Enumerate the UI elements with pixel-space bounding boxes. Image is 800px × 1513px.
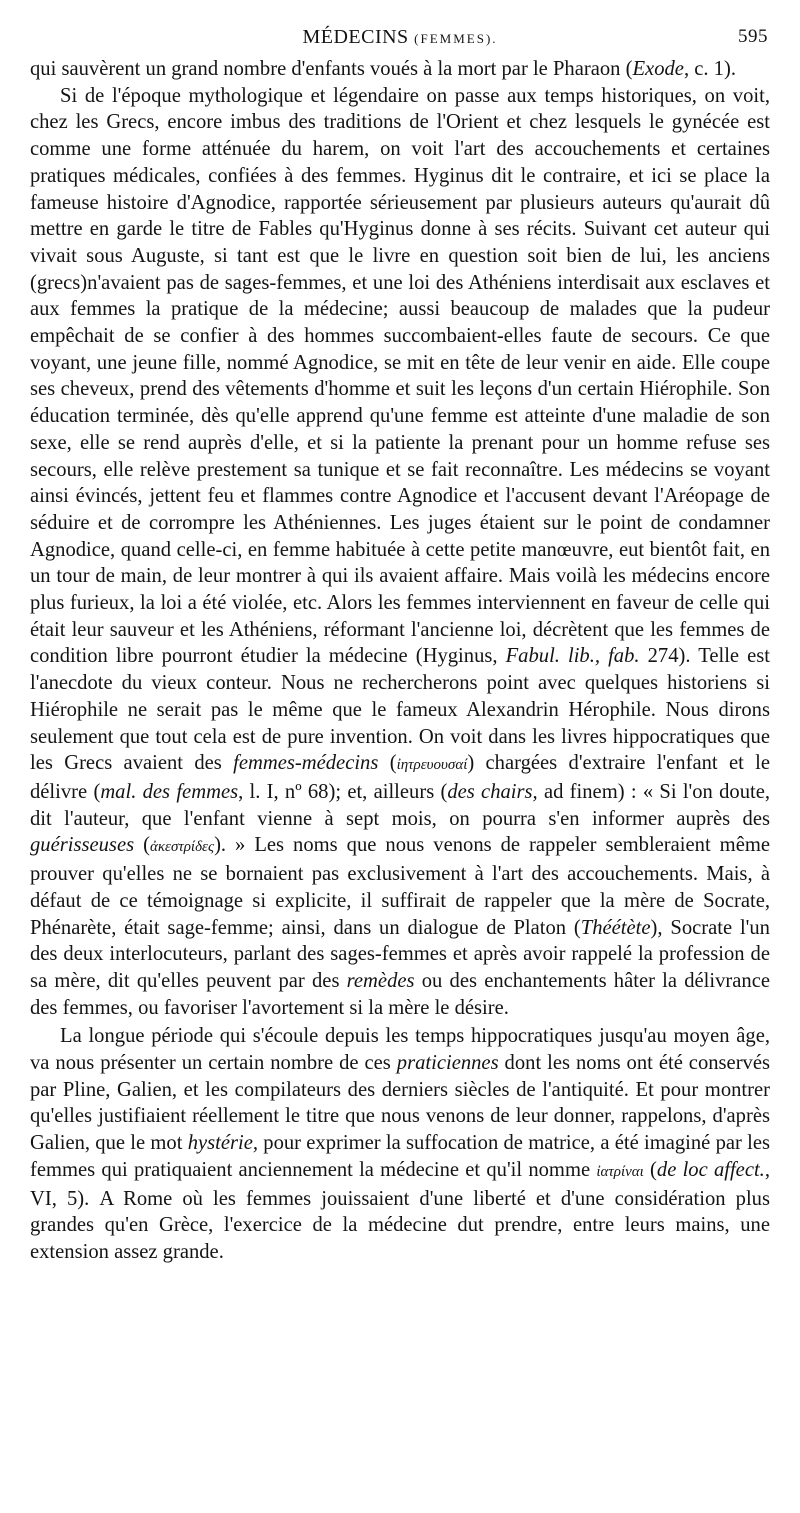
text-run: (	[643, 1158, 657, 1181]
text-run: Si de l'époque mythologique et légendaire on passe aux temps historiques, on voit, chez les Grecs, encore imbus des traditions de l'Orient et chez lesquels le gynécée est comme une forme atténuée du harem, on voit l'art des accouchements et certaines pratiques médicales, confiées à des femmes. Hyginus dit le contraire, et ici se place la fameuse histoire d'Agnodice, rapportée sérieusement par plusieurs auteurs qu'aurait dû mettre en garde le titre de Fables qu'Hyginus donne à ses récits. Suivant cet auteur qui vivait sous Auguste, si tant est que le livre en question soit bien de lui, les anciens (grecs)n'avaient pas de sages-femmes, et une loi des Athéniens interdisait aux esclaves et aux femmes la pratique de la médecine; aussi beaucoup de malades que la pudeur empêchait de se confier à des hommes succombaient-elles faute de secours. Ce que voyant, une jeune fille, nommé Agnodice, se mit en tête de leur venir en aide. Elle coupe ses cheveux, prend des vêtements d'homme et suit les leçons d'un certain Hiérophile. Son éducation terminée, dès qu'elle apprend qu'une femme est atteinte d'une maladie de son sexe, elle se rend auprès d'elle, et si la patiente la prenant pour un homme refuse ses secours, elle relève prestement sa tunique et se fait reconnaître. Les médecins se voyant ainsi évincés, jettent feu et flammes contre Agnodice et l'accusent devant l'Aréopage de séduire et de corrompre les Athéniennes. Les juges étaient sur le point de condamner Agnodice, quand celle-ci, en femme habituée à cette petite manœuvre, eut bientôt fait, en un tour de main, de leur montrer à qui ils avaient affaire. Mais voilà les médecins encore plus furieux, la loi a été violée, etc. Alors les femmes interviennent en faveur de celle qui était leur sauveur et les Athéniens, réformant l'ancienne loi, décrètent que les femmes de condition libre pourront étudier la médecine (Hyginus,	[30, 84, 770, 668]
paragraph-3	[30, 1023, 770, 1265]
italic-run: remèdes	[346, 969, 415, 992]
italic-run: Exode	[632, 58, 684, 80]
text-run: , c. 1).	[683, 58, 736, 80]
text-run: , l. I, nº 68); et, ailleurs (	[238, 780, 448, 803]
greek-term: ἰατρίναι	[596, 1163, 644, 1180]
italic-run: hystérie,	[187, 1132, 259, 1155]
paragraph-1	[30, 56, 770, 83]
running-title-main: MÉDECINS	[302, 26, 409, 48]
running-title-subtitle: (FEMMES).	[414, 31, 498, 46]
italic-run: des chairs,	[447, 780, 538, 803]
paragraph-2	[30, 83, 770, 1022]
greek-term: ἀκεστρίδες	[149, 839, 215, 856]
text-run: , VI, 5). A Rome où les femmes jouissaient d'une liberté et d'une considération plus grandes qu'en Grèce, l'exercice de la médecine dut prendre, entre leurs mains, une extension assez grande.	[30, 1158, 770, 1263]
italic-run: mal. des femmes	[100, 780, 239, 803]
body-text	[30, 56, 770, 1266]
text-run: ou des enchantements hâter la délivrance des femmes, ou favoriser l'avortement si la mère le désire.	[30, 969, 770, 1019]
text-run: ). » Les noms que nous venons de rappeler sembleraient même prouver qu'elles ne se bornaient pas exclusivement à l'art des accouchements. Mais, à défaut de ce témoignage si explicite, il suffirait de rappeler que la mère de Socrate, Phénarète, était sage-femme; ainsi, dans un dialogue de Platon (	[30, 834, 770, 939]
page-number: 595	[738, 26, 768, 47]
text-run: ), Socrate l'un des deux interlocuteurs, parlant des sages-femmes et après avoir rappelé la profession de sa mère, dit qu'elles peuvent par des	[30, 916, 770, 992]
text-run: pour exprimer la suffocation de matrice, a été imaginé par les femmes qui pratiquaient anciennement la médecine et qu'il nomme	[30, 1132, 770, 1181]
text-run: 274). Telle est l'anecdote du vieux conteur. Nous ne rechercherons point avec quelques historiens si Hiérophile ne serait pas le même que le fameux Alexandrin Hérophile. Nous dirons seulement que tout cela est de pure invention. On voit dans les livres hippocratiques que les Grecs avaient des	[30, 645, 771, 775]
italic-run: femmes-médecins	[233, 752, 379, 775]
text-run: ) chargées d'extraire l'enfant et le délivre (	[30, 752, 770, 803]
text-run: La longue période qui s'écoule depuis les temps hippocratiques jusqu'au moyen âge, va nous présenter un certain nombre de ces	[30, 1025, 770, 1075]
greek-term: ἰητρευουσαί	[396, 757, 468, 774]
italic-run: guérisseuses	[30, 834, 135, 857]
italic-run: praticiennes	[396, 1052, 499, 1075]
text-run: qui sauvèrent un grand nombre d'enfants voués à la mort par le Pharaon (	[30, 58, 633, 80]
text-run: ad finem) : « Si l'on doute, dit l'auteur, que l'enfant vienne à sept mois, on pourra s'en informer auprès des	[30, 780, 771, 830]
italic-run: Fabul. lib., fab.	[505, 645, 640, 668]
running-title	[30, 26, 770, 49]
italic-run: de loc affect.	[656, 1158, 765, 1181]
italic-run: Théétète	[580, 916, 651, 939]
text-run: (	[134, 834, 150, 857]
text-run: dont les noms ont été conservés par Pline, Galien, et les compilateurs des derniers siècles de l'antiquité. Et pour montrer qu'elles justifiaient réellement le titre que nous venons de leur donner, rappelons, d'après Galien, que le mot	[30, 1052, 771, 1155]
text-run: (	[378, 752, 397, 775]
running-header	[30, 26, 770, 56]
